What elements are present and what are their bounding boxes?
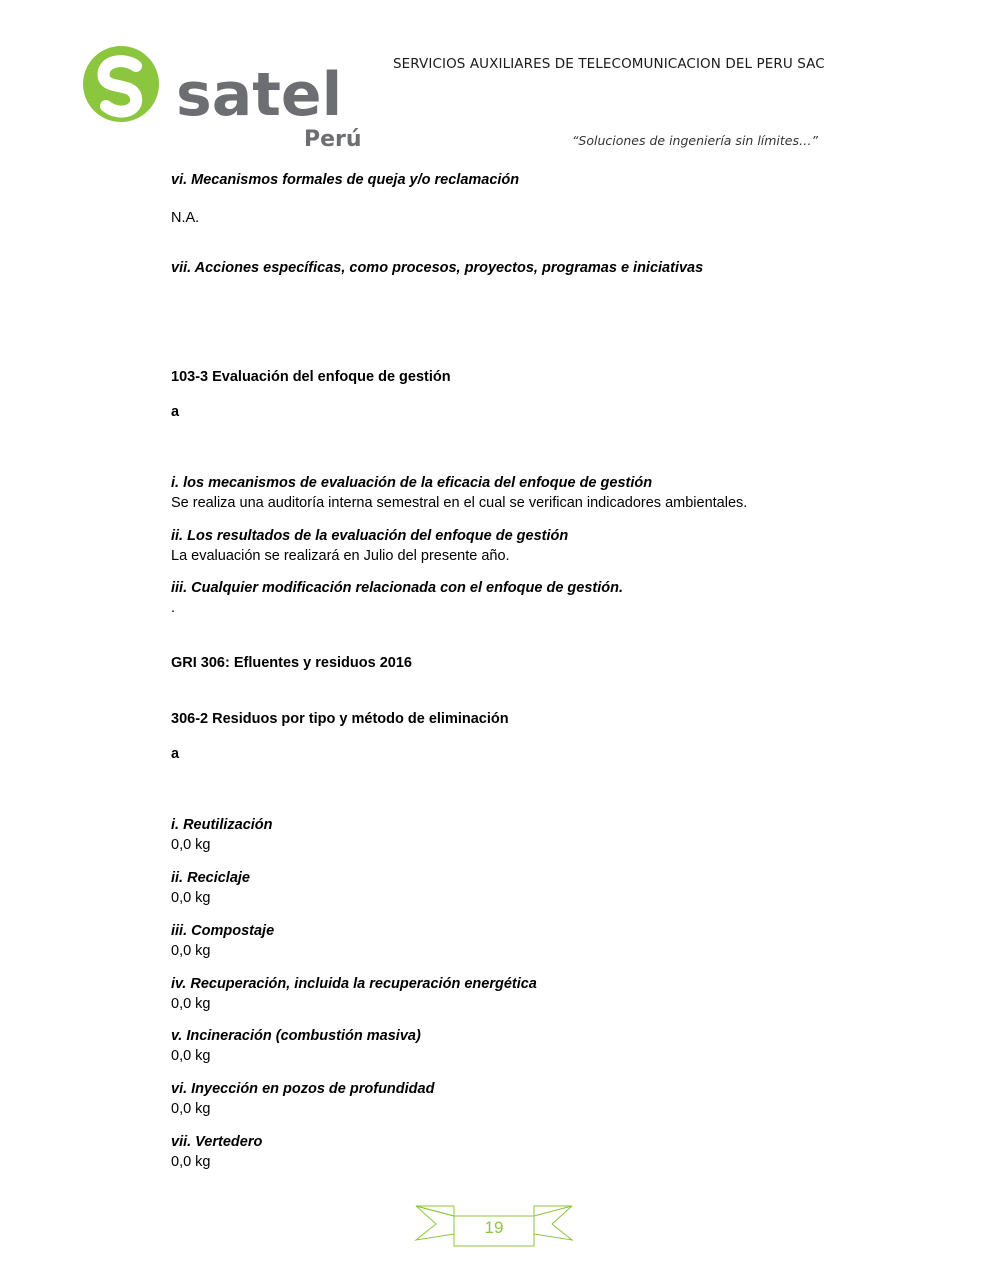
paragraph-iii-modificacion: .: [171, 600, 176, 616]
waste-value-vertedero: 0,0 kg: [171, 1154, 211, 1170]
waste-value-compostaje: 0,0 kg: [171, 943, 211, 959]
waste-label-incineracion: v. Incineración (combustión masiva): [171, 1028, 421, 1044]
page-number: 19: [484, 1218, 504, 1237]
heading-103-3: 103-3 Evaluación del enfoque de gestión: [171, 369, 451, 385]
heading-gri-306: GRI 306: Efluentes y residuos 2016: [171, 655, 412, 671]
heading-vii-acciones: vii. Acciones específicas, como procesos, proyectos, programas e iniciativas: [171, 260, 704, 276]
waste-label-reutilizacion: i. Reutilización: [171, 817, 273, 833]
waste-label-compostaje: iii. Compostaje: [171, 923, 275, 939]
company-name: SERVICIOS AUXILIARES DE TELECOMUNICACION DEL PERU SAC: [393, 56, 825, 72]
waste-value-reciclaje: 0,0 kg: [171, 890, 211, 906]
waste-value-incineracion: 0,0 kg: [171, 1048, 211, 1064]
logo-wordmark: satel: [176, 60, 343, 130]
heading-vi-mecanismos: vi. Mecanismos formales de queja y/o reclamación: [171, 172, 520, 188]
letter-a-1: a: [171, 404, 180, 420]
waste-label-inyeccion: vi. Inyección en pozos de profundidad: [171, 1081, 435, 1097]
waste-label-recuperacion: iv. Recuperación, incluida la recuperación energética: [171, 976, 537, 992]
paragraph-ii-resultados: La evaluación se realizará en Julio del presente año.: [171, 548, 510, 564]
letter-a-2: a: [171, 746, 180, 762]
slogan: “Soluciones de ingeniería sin límites…”: [571, 133, 818, 148]
waste-value-inyeccion: 0,0 kg: [171, 1101, 211, 1117]
waste-label-vertedero: vii. Vertedero: [171, 1134, 263, 1150]
heading-ii-resultados: ii. Los resultados de la evaluación del enfoque de gestión: [171, 528, 569, 544]
na-text: N.A.: [171, 210, 200, 226]
heading-i-mecanismos: i. los mecanismos de evaluación de la eficacia del enfoque de gestión: [171, 475, 653, 491]
waste-value-recuperacion: 0,0 kg: [171, 996, 211, 1012]
paragraph-i-mecanismos: Se realiza una auditoría interna semestral en el cual se verifican indicadores ambientales.: [171, 495, 748, 511]
waste-value-reutilizacion: 0,0 kg: [171, 837, 211, 853]
satel-logo: [78, 44, 368, 154]
waste-label-reciclaje: ii. Reciclaje: [171, 870, 250, 886]
logo-country: Perú: [304, 127, 362, 152]
heading-iii-modificacion: iii. Cualquier modificación relacionada con el enfoque de gestión.: [171, 580, 623, 596]
heading-306-2: 306-2 Residuos por tipo y método de eliminación: [171, 711, 509, 727]
